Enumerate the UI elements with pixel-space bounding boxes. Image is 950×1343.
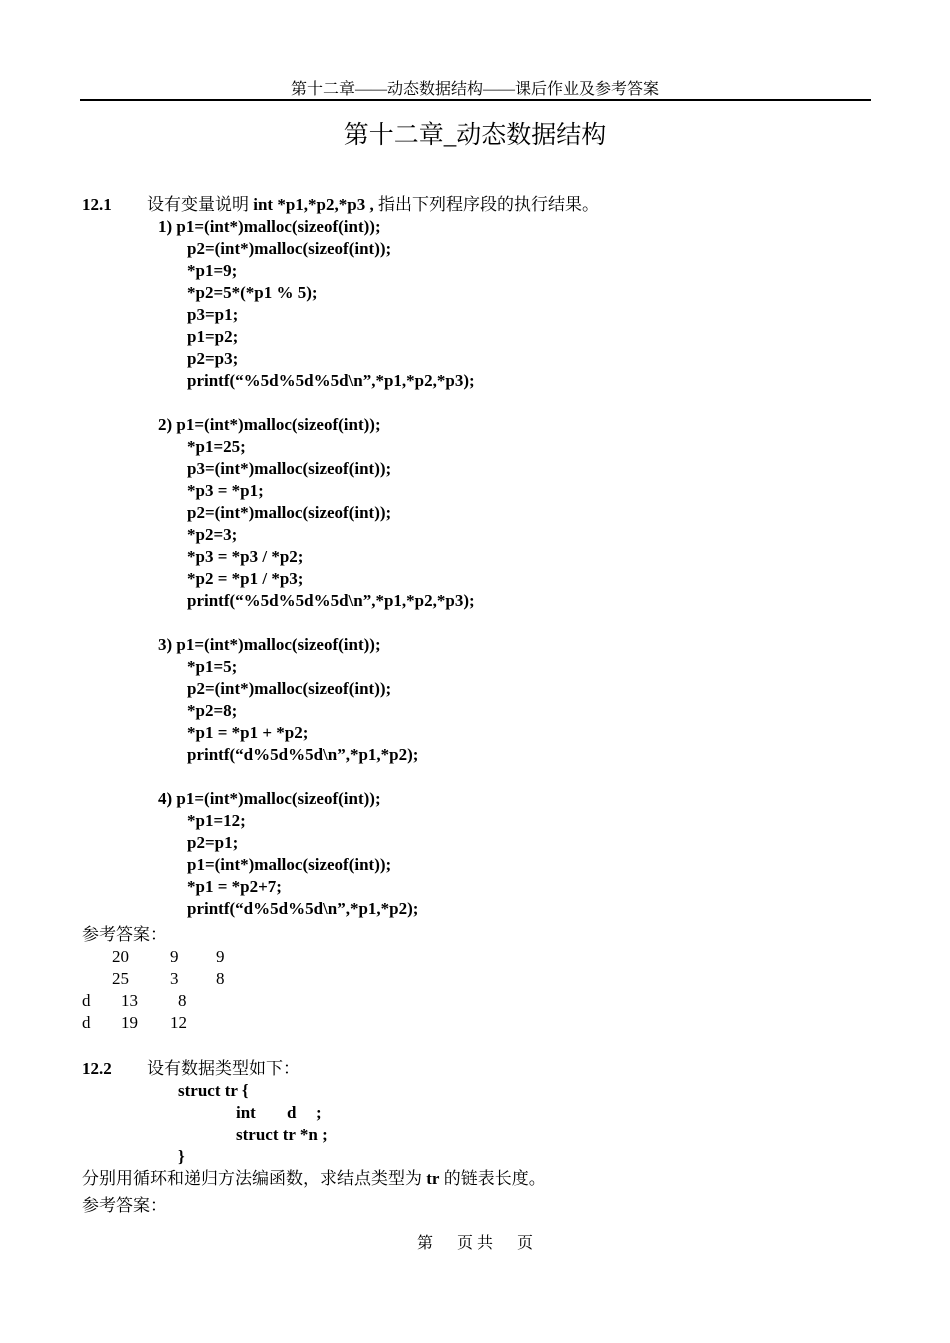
- code-line: p3=(int*)malloc(sizeof(int));: [187, 459, 392, 478]
- code-line: *p3 = *p3 / *p2;: [187, 547, 304, 566]
- code-line: p1=(int*)malloc(sizeof(int));: [187, 855, 392, 874]
- answer-cell: 3: [170, 969, 179, 988]
- answer-cell: 13: [121, 991, 138, 1010]
- code-line: 4) p1=(int*)malloc(sizeof(int));: [158, 789, 381, 808]
- header-rule: [80, 99, 871, 101]
- code-line: p2=(int*)malloc(sizeof(int));: [187, 239, 392, 258]
- code-line: 2) p1=(int*)malloc(sizeof(int));: [158, 415, 381, 434]
- code-line: p2=(int*)malloc(sizeof(int));: [187, 503, 392, 522]
- code-line: *p2 = *p1 / *p3;: [187, 569, 304, 588]
- code-line: *p2=8;: [187, 701, 238, 720]
- code-line: p2=p1;: [187, 833, 239, 852]
- running-header: 第十二章——动态数据结构——课后作业及参考答案: [290, 81, 659, 98]
- answer-cell: d: [82, 1013, 91, 1032]
- question-text-12-2: 设有数据类型如下：: [147, 1059, 300, 1078]
- answer-cell: 8: [216, 969, 225, 988]
- struct-field-name: d: [287, 1103, 297, 1122]
- struct-field-end: ;: [316, 1103, 322, 1122]
- answer-cell: d: [82, 991, 91, 1010]
- page-title: 第十二章_动态数据结构: [343, 122, 607, 149]
- code-line: printf(“%5d%5d%5d\n”,*p1,*p2,*p3);: [187, 371, 475, 390]
- question-number-12-1: 12.1: [82, 195, 112, 214]
- code-line: *p1=25;: [187, 437, 246, 456]
- code-line: 3) p1=(int*)malloc(sizeof(int));: [158, 635, 381, 654]
- code-line: 1) p1=(int*)malloc(sizeof(int));: [158, 217, 381, 236]
- struct-field-type: int: [236, 1103, 256, 1122]
- code-line: *p2=5*(*p1 % 5);: [187, 283, 318, 302]
- struct-open: struct tr {: [178, 1081, 249, 1100]
- code-line: *p1=12;: [187, 811, 246, 830]
- answer-label-12-2: 参考答案：: [82, 1196, 167, 1215]
- answer-cell: 9: [216, 947, 225, 966]
- code-line: printf(“d%5d%5d\n”,*p1,*p2);: [187, 899, 419, 918]
- code-line: *p1=9;: [187, 261, 238, 280]
- code-line: *p1 = *p1 + *p2;: [187, 723, 309, 742]
- code-line: p1=p2;: [187, 327, 239, 346]
- answer-cell: 9: [170, 947, 179, 966]
- code-line: *p3 = *p1;: [187, 481, 264, 500]
- answer-cell: 25: [112, 969, 129, 988]
- code-line: *p2=3;: [187, 525, 238, 544]
- struct-field-pointer: struct tr *n ;: [236, 1125, 328, 1144]
- question-text-12-1: 设有变量说明 int *p1,*p2,*p3 , 指出下列程序段的执行结果。: [147, 195, 599, 214]
- answer-cell: 8: [178, 991, 187, 1010]
- answer-cell: 20: [112, 947, 129, 966]
- answer-label-12-1: 参考答案：: [82, 925, 167, 944]
- code-line: p2=(int*)malloc(sizeof(int));: [187, 679, 392, 698]
- struct-close: }: [178, 1147, 185, 1166]
- question-number-12-2: 12.2: [82, 1059, 112, 1078]
- code-line: printf(“%5d%5d%5d\n”,*p1,*p2,*p3);: [187, 591, 475, 610]
- code-line: p3=p1;: [187, 305, 239, 324]
- code-line: *p1 = *p2+7;: [187, 877, 282, 896]
- code-line: printf(“d%5d%5d\n”,*p1,*p2);: [187, 745, 419, 764]
- code-line: p2=p3;: [187, 349, 239, 368]
- question-description-12-2: 分别用循环和递归方法编函数，求结点类型为 tr 的链表长度。: [82, 1169, 546, 1188]
- answer-cell: 12: [170, 1013, 187, 1032]
- answer-cell: 19: [121, 1013, 138, 1032]
- page-footer: 第 页 共 页: [416, 1235, 533, 1252]
- code-line: *p1=5;: [187, 657, 238, 676]
